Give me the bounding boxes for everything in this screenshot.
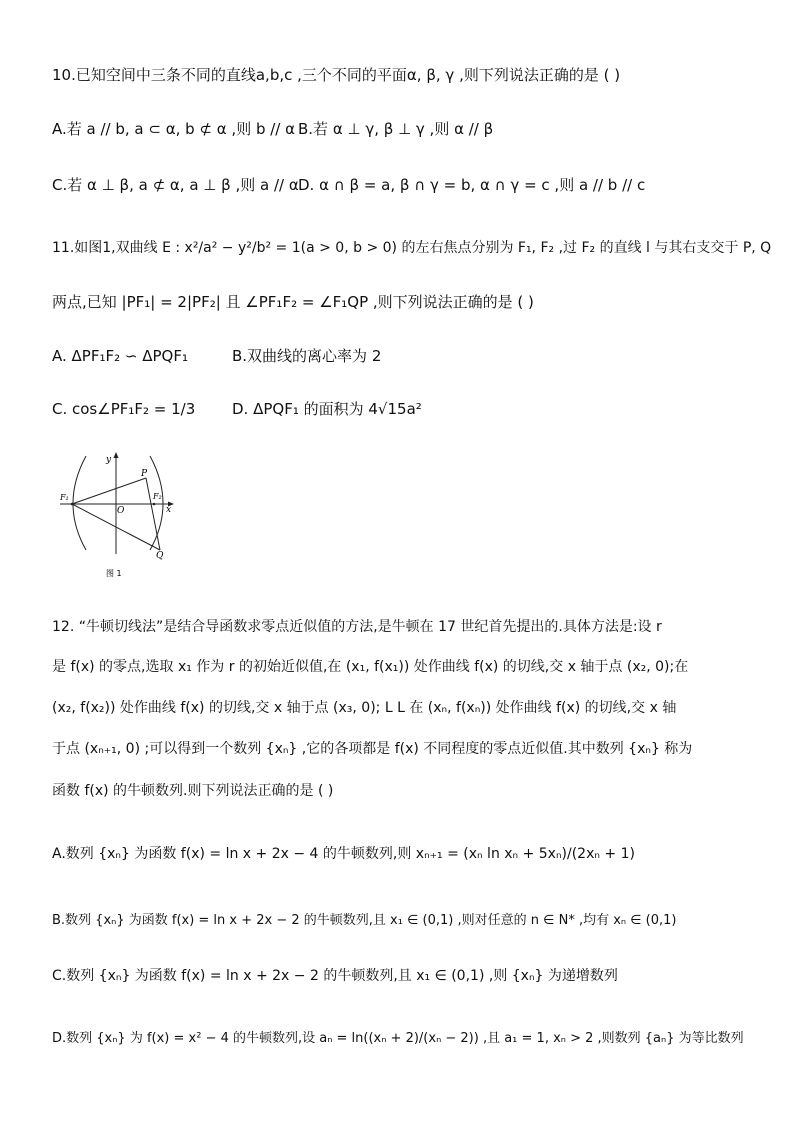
q12-option-d: D.数列 {xₙ} 为 f(x) = x² − 4 的牛顿数列,设 aₙ = ln((xₙ + 2)/(xₙ − 2)) ,且 a₁ = 1, xₙ > 2 ,则数列 {aₙ} 为等比数列 [52, 1031, 744, 1046]
label-q: Q [156, 551, 164, 561]
line-l-pq [146, 478, 160, 550]
label-p: P [141, 469, 148, 479]
point-f1 [71, 503, 74, 506]
q12-line2: 是 f(x) 的零点,选取 x₁ 作为 r 的初始近似值,在 (x₁, f(x₁)) 处作曲线 f(x) 的切线,交 x 轴于点 (x₂, 0);在 [52, 659, 689, 675]
q12-option-a: A.数列 {xₙ} 为函数 f(x) = ln x + 2x − 4 的牛顿数列,则 xₙ₊₁ = (xₙ ln xₙ + 5xₙ)/(2xₙ + 1) [52, 846, 635, 862]
figure-caption: 图 1 [106, 569, 122, 578]
q10-option-c: C.若 α ⊥ β, a ⊄ α, a ⊥ β ,则 a // α [52, 176, 299, 194]
q12-line5: 函数 f(x) 的牛顿数列.则下列说法正确的是 ( ) [52, 783, 334, 799]
label-f2: F₂ [153, 492, 162, 501]
q10-option-a: A.若 a // b, a ⊂ α, b ⊄ α ,则 b // α [52, 120, 296, 138]
label-f1: F₁ [60, 493, 69, 502]
q11-option-c: C. cos∠PF₁F₂ = 1/3 [52, 400, 196, 418]
q11-option-b: B.双曲线的离心率为 2 [232, 347, 382, 365]
label-x: x [166, 505, 172, 515]
q11-option-a: A. ΔPF₁F₂ ∽ ΔPQF₁ [52, 347, 188, 365]
y-axis-arrow [114, 452, 119, 458]
hyperbola-figure [58, 452, 178, 582]
q11-option-d: D. ΔPQF₁ 的面积为 4√15a² [232, 400, 422, 418]
right-branch-curve [150, 456, 163, 550]
label-o: O [117, 506, 125, 516]
q11-stem-line2: 两点,已知 |PF₁| = 2|PF₂| 且 ∠PF₁F₂ = ∠F₁QP ,则下列说法正确的是 ( ) [52, 293, 534, 311]
q12-line3: (x₂, f(x₂)) 处作曲线 f(x) 的切线,交 x 轴于点 (x₃, 0); L L 在 (xₙ, f(xₙ)) 处作曲线 f(x) 的切线,交 x 轴 [52, 700, 677, 716]
q12-option-b: B.数列 {xₙ} 为函数 f(x) = ln x + 2x − 2 的牛顿数列,且 x₁ ∈ (0,1) ,则对任意的 n ∈ N* ,均有 xₙ ∈ (0,1) [52, 913, 677, 928]
q12-line4: 于点 (xₙ₊₁, 0) ;可以得到一个数列 {xₙ} ,它的各项都是 f(x) 不同程度的零点近似值.其中数列 {xₙ} 称为 [52, 741, 693, 757]
q11-stem-line1: 11.如图1,双曲线 E : x²/a² − y²/b² = 1(a > 0, b > 0) 的左右焦点分别为 F₁, F₂ ,过 F₂ 的直线 l 与其右支交于 P, Q [52, 240, 772, 256]
q10-option-d: D. α ∩ β = a, β ∩ γ = b, α ∩ γ = c ,则 a // b // c [298, 176, 646, 194]
q12-line1: 12. “牛顿切线法”是结合导函数求零点近似值的方法,是牛顿在 17 世纪首先提出的.具体方法是:设 r [52, 619, 662, 635]
q10-stem: 10.已知空间中三条不同的直线a,b,c ,三个不同的平面α, β, γ ,则下列说法正确的是 ( ) [52, 66, 621, 84]
label-y: y [106, 455, 112, 465]
point-f2 [153, 503, 156, 506]
q12-option-c: C.数列 {xₙ} 为函数 f(x) = ln x + 2x − 2 的牛顿数列,且 x₁ ∈ (0,1) ,则 {xₙ} 为递增数列 [52, 968, 618, 984]
q10-option-b: B.若 α ⊥ γ, β ⊥ γ ,则 α // β [298, 120, 494, 138]
segment-f1-p [72, 478, 146, 504]
